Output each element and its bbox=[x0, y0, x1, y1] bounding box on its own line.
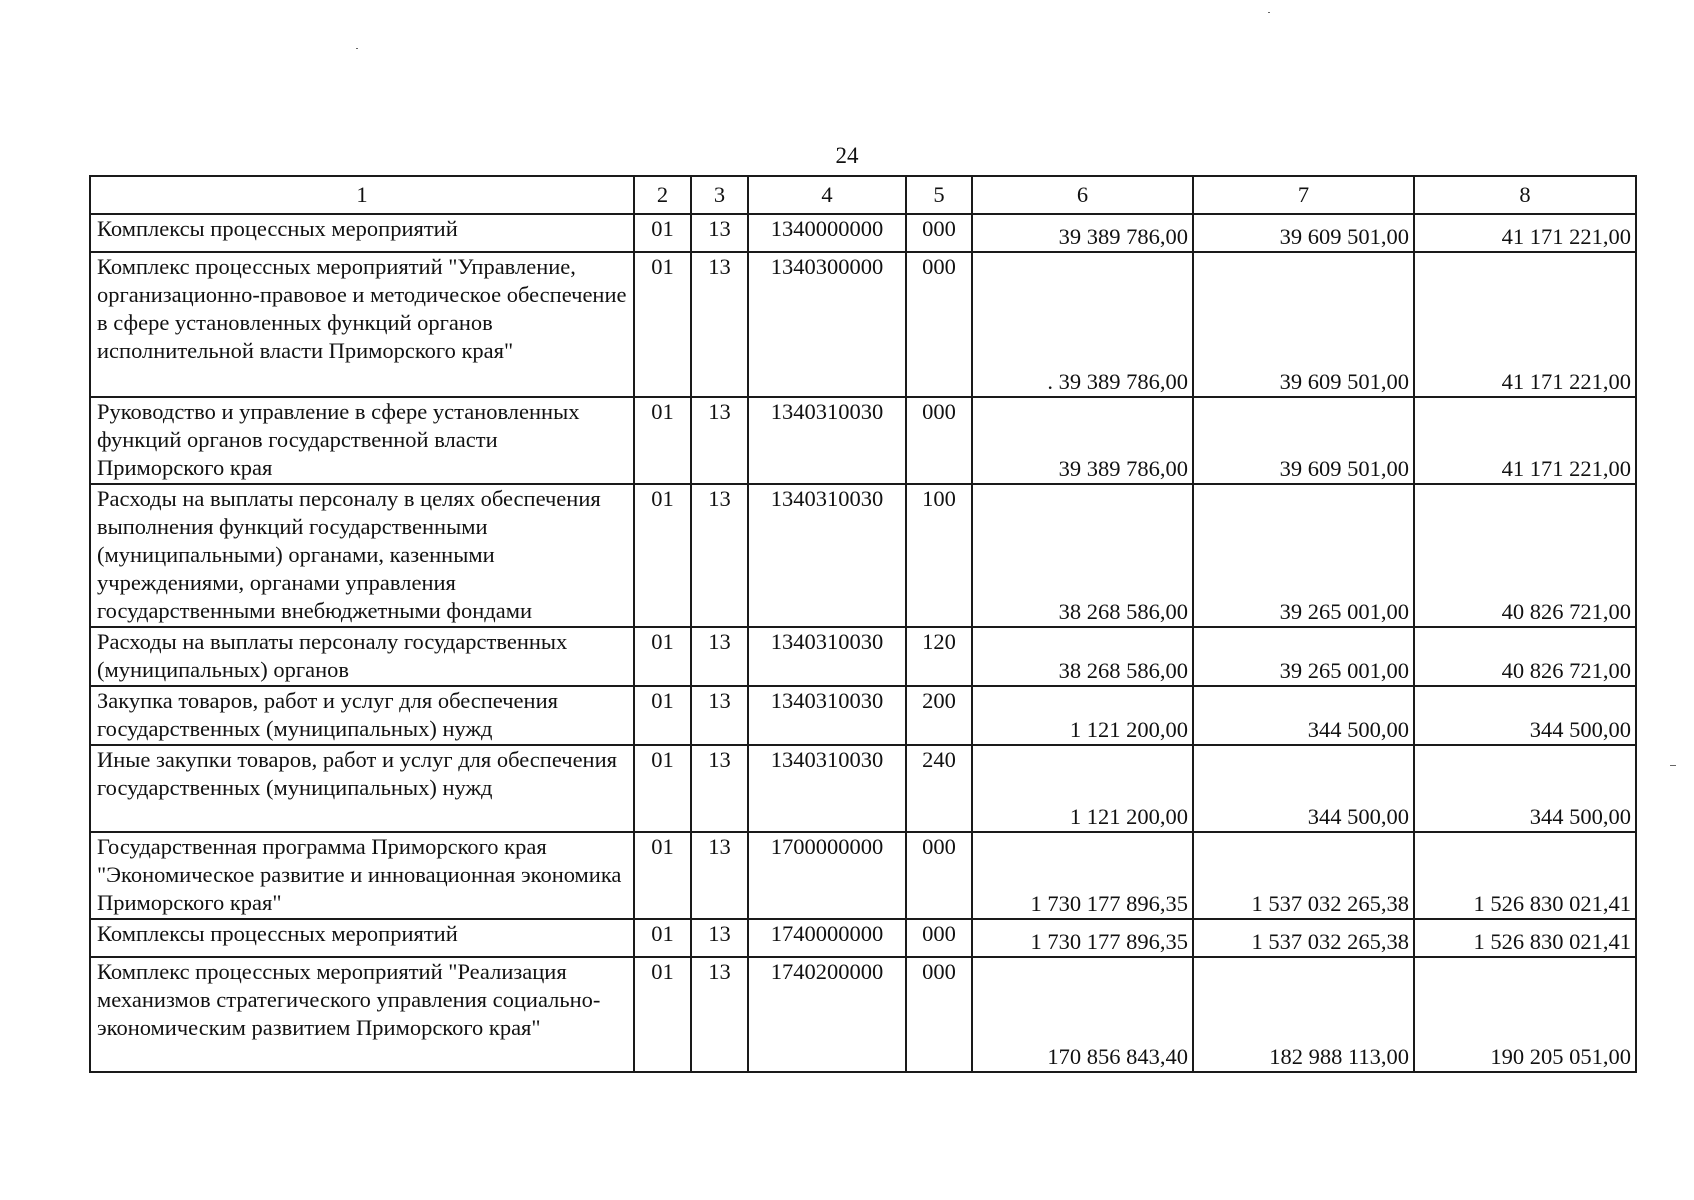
table-row bbox=[90, 745, 1636, 832]
section-code: 01 bbox=[634, 919, 691, 957]
target-article-code: 1740200000 bbox=[748, 957, 906, 1072]
amount-col-8: 1 526 830 021,41 bbox=[1414, 919, 1636, 957]
amount-col-8: 190 205 051,00 bbox=[1414, 957, 1636, 1072]
subsection-code: 13 bbox=[691, 957, 748, 1072]
amount-col-8: 40 826 721,00 bbox=[1414, 484, 1636, 627]
table-row bbox=[90, 957, 1636, 1072]
amount-col-6: 38 268 586,00 bbox=[972, 627, 1193, 686]
section-code: 01 bbox=[634, 627, 691, 686]
amount-col-8: 41 171 221,00 bbox=[1414, 214, 1636, 252]
table-row bbox=[90, 397, 1636, 484]
table-header-row bbox=[90, 176, 1636, 214]
row-name: Иные закупки товаров, работ и услуг для обеспечения государственных (муниципальных) нужд bbox=[90, 745, 634, 832]
expense-type-code: 000 bbox=[906, 919, 972, 957]
amount-col-7: 39 609 501,00 bbox=[1193, 252, 1414, 397]
amount-col-8: 40 826 721,00 bbox=[1414, 627, 1636, 686]
target-article-code: 1340310030 bbox=[748, 745, 906, 832]
expense-type-code: 000 bbox=[906, 957, 972, 1072]
subsection-code: 13 bbox=[691, 397, 748, 484]
amount-col-8: 41 171 221,00 bbox=[1414, 397, 1636, 484]
expense-type-code: 000 bbox=[906, 832, 972, 919]
amount-col-8: 344 500,00 bbox=[1414, 686, 1636, 745]
expense-type-code: 120 bbox=[906, 627, 972, 686]
target-article-code: 1740000000 bbox=[748, 919, 906, 957]
table-row bbox=[90, 919, 1636, 957]
row-name: Расходы на выплаты персоналу в целях обеспечения выполнения функций государственными (муниципальными) органами, казенными учреждениями, органами управления государственными внебюджетными фондами bbox=[90, 484, 634, 627]
scan-mark bbox=[1268, 12, 1270, 13]
amount-col-7: 39 265 001,00 bbox=[1193, 627, 1414, 686]
section-code: 01 bbox=[634, 686, 691, 745]
target-article-code: 1340310030 bbox=[748, 397, 906, 484]
target-article-code: 1700000000 bbox=[748, 832, 906, 919]
row-name: Закупка товаров, работ и услуг для обеспечения государственных (муниципальных) нужд bbox=[90, 686, 634, 745]
column-header: 3 bbox=[691, 176, 748, 214]
amount-col-7: 39 609 501,00 bbox=[1193, 397, 1414, 484]
column-header: 4 bbox=[748, 176, 906, 214]
amount-col-7: 344 500,00 bbox=[1193, 745, 1414, 832]
row-name: Руководство и управление в сфере установленных функций органов государственной власти Приморского края bbox=[90, 397, 634, 484]
section-code: 01 bbox=[634, 745, 691, 832]
section-code: 01 bbox=[634, 252, 691, 397]
subsection-code: 13 bbox=[691, 252, 748, 397]
column-header: 5 bbox=[906, 176, 972, 214]
column-header: 6 bbox=[972, 176, 1193, 214]
row-name: Расходы на выплаты персоналу государственных (муниципальных) органов bbox=[90, 627, 634, 686]
page-number: 24 bbox=[835, 143, 859, 168]
section-code: 01 bbox=[634, 957, 691, 1072]
column-header: 2 bbox=[634, 176, 691, 214]
column-header: 7 bbox=[1193, 176, 1414, 214]
row-name: Комплексы процессных мероприятий bbox=[90, 214, 634, 252]
subsection-code: 13 bbox=[691, 745, 748, 832]
column-header: 8 bbox=[1414, 176, 1636, 214]
table-row bbox=[90, 686, 1636, 745]
subsection-code: 13 bbox=[691, 627, 748, 686]
section-code: 01 bbox=[634, 484, 691, 627]
subsection-code: 13 bbox=[691, 214, 748, 252]
amount-col-7: 39 609 501,00 bbox=[1193, 214, 1414, 252]
table-row bbox=[90, 627, 1636, 686]
amount-col-7: 39 265 001,00 bbox=[1193, 484, 1414, 627]
subsection-code: 13 bbox=[691, 484, 748, 627]
amount-col-6: . 39 389 786,00 bbox=[972, 252, 1193, 397]
row-name: Комплексы процессных мероприятий bbox=[90, 919, 634, 957]
expense-type-code: 240 bbox=[906, 745, 972, 832]
amount-col-6: 38 268 586,00 bbox=[972, 484, 1193, 627]
subsection-code: 13 bbox=[691, 686, 748, 745]
target-article-code: 1340000000 bbox=[748, 214, 906, 252]
amount-col-8: 344 500,00 bbox=[1414, 745, 1636, 832]
subsection-code: 13 bbox=[691, 919, 748, 957]
expense-type-code: 000 bbox=[906, 252, 972, 397]
table-row bbox=[90, 832, 1636, 919]
row-name: Комплекс процессных мероприятий "Реализация механизмов стратегического управления социально-экономическим развитием Приморского края" bbox=[90, 957, 634, 1072]
row-name: Государственная программа Приморского края "Экономическое развитие и инновационная экономика Приморского края" bbox=[90, 832, 634, 919]
table-row bbox=[90, 252, 1636, 397]
section-code: 01 bbox=[634, 832, 691, 919]
expense-type-code: 000 bbox=[906, 397, 972, 484]
amount-col-6: 1 121 200,00 bbox=[972, 686, 1193, 745]
expense-type-code: 000 bbox=[906, 214, 972, 252]
expense-type-code: 100 bbox=[906, 484, 972, 627]
amount-col-6: 39 389 786,00 bbox=[972, 214, 1193, 252]
table-row bbox=[90, 484, 1636, 627]
target-article-code: 1340310030 bbox=[748, 484, 906, 627]
amount-col-6: 1 730 177 896,35 bbox=[972, 919, 1193, 957]
amount-col-6: 39 389 786,00 bbox=[972, 397, 1193, 484]
section-code: 01 bbox=[634, 397, 691, 484]
column-header: 1 bbox=[90, 176, 634, 214]
budget-table bbox=[89, 175, 1637, 1073]
scan-mark bbox=[356, 48, 358, 49]
subsection-code: 13 bbox=[691, 832, 748, 919]
section-code: 01 bbox=[634, 214, 691, 252]
amount-col-6: 1 730 177 896,35 bbox=[972, 832, 1193, 919]
scan-mark bbox=[1670, 765, 1676, 766]
amount-col-8: 41 171 221,00 bbox=[1414, 252, 1636, 397]
amount-col-6: 1 121 200,00 bbox=[972, 745, 1193, 832]
table-row bbox=[90, 214, 1636, 252]
target-article-code: 1340300000 bbox=[748, 252, 906, 397]
amount-col-8: 1 526 830 021,41 bbox=[1414, 832, 1636, 919]
expense-type-code: 200 bbox=[906, 686, 972, 745]
row-name: Комплекс процессных мероприятий "Управление, организационно-правовое и методическое обеспечение в сфере установленных функций органов исполнительной власти Приморского края" bbox=[90, 252, 634, 397]
amount-col-7: 1 537 032 265,38 bbox=[1193, 919, 1414, 957]
amount-col-7: 182 988 113,00 bbox=[1193, 957, 1414, 1072]
amount-col-7: 344 500,00 bbox=[1193, 686, 1414, 745]
target-article-code: 1340310030 bbox=[748, 627, 906, 686]
target-article-code: 1340310030 bbox=[748, 686, 906, 745]
amount-col-7: 1 537 032 265,38 bbox=[1193, 832, 1414, 919]
amount-col-6: 170 856 843,40 bbox=[972, 957, 1193, 1072]
